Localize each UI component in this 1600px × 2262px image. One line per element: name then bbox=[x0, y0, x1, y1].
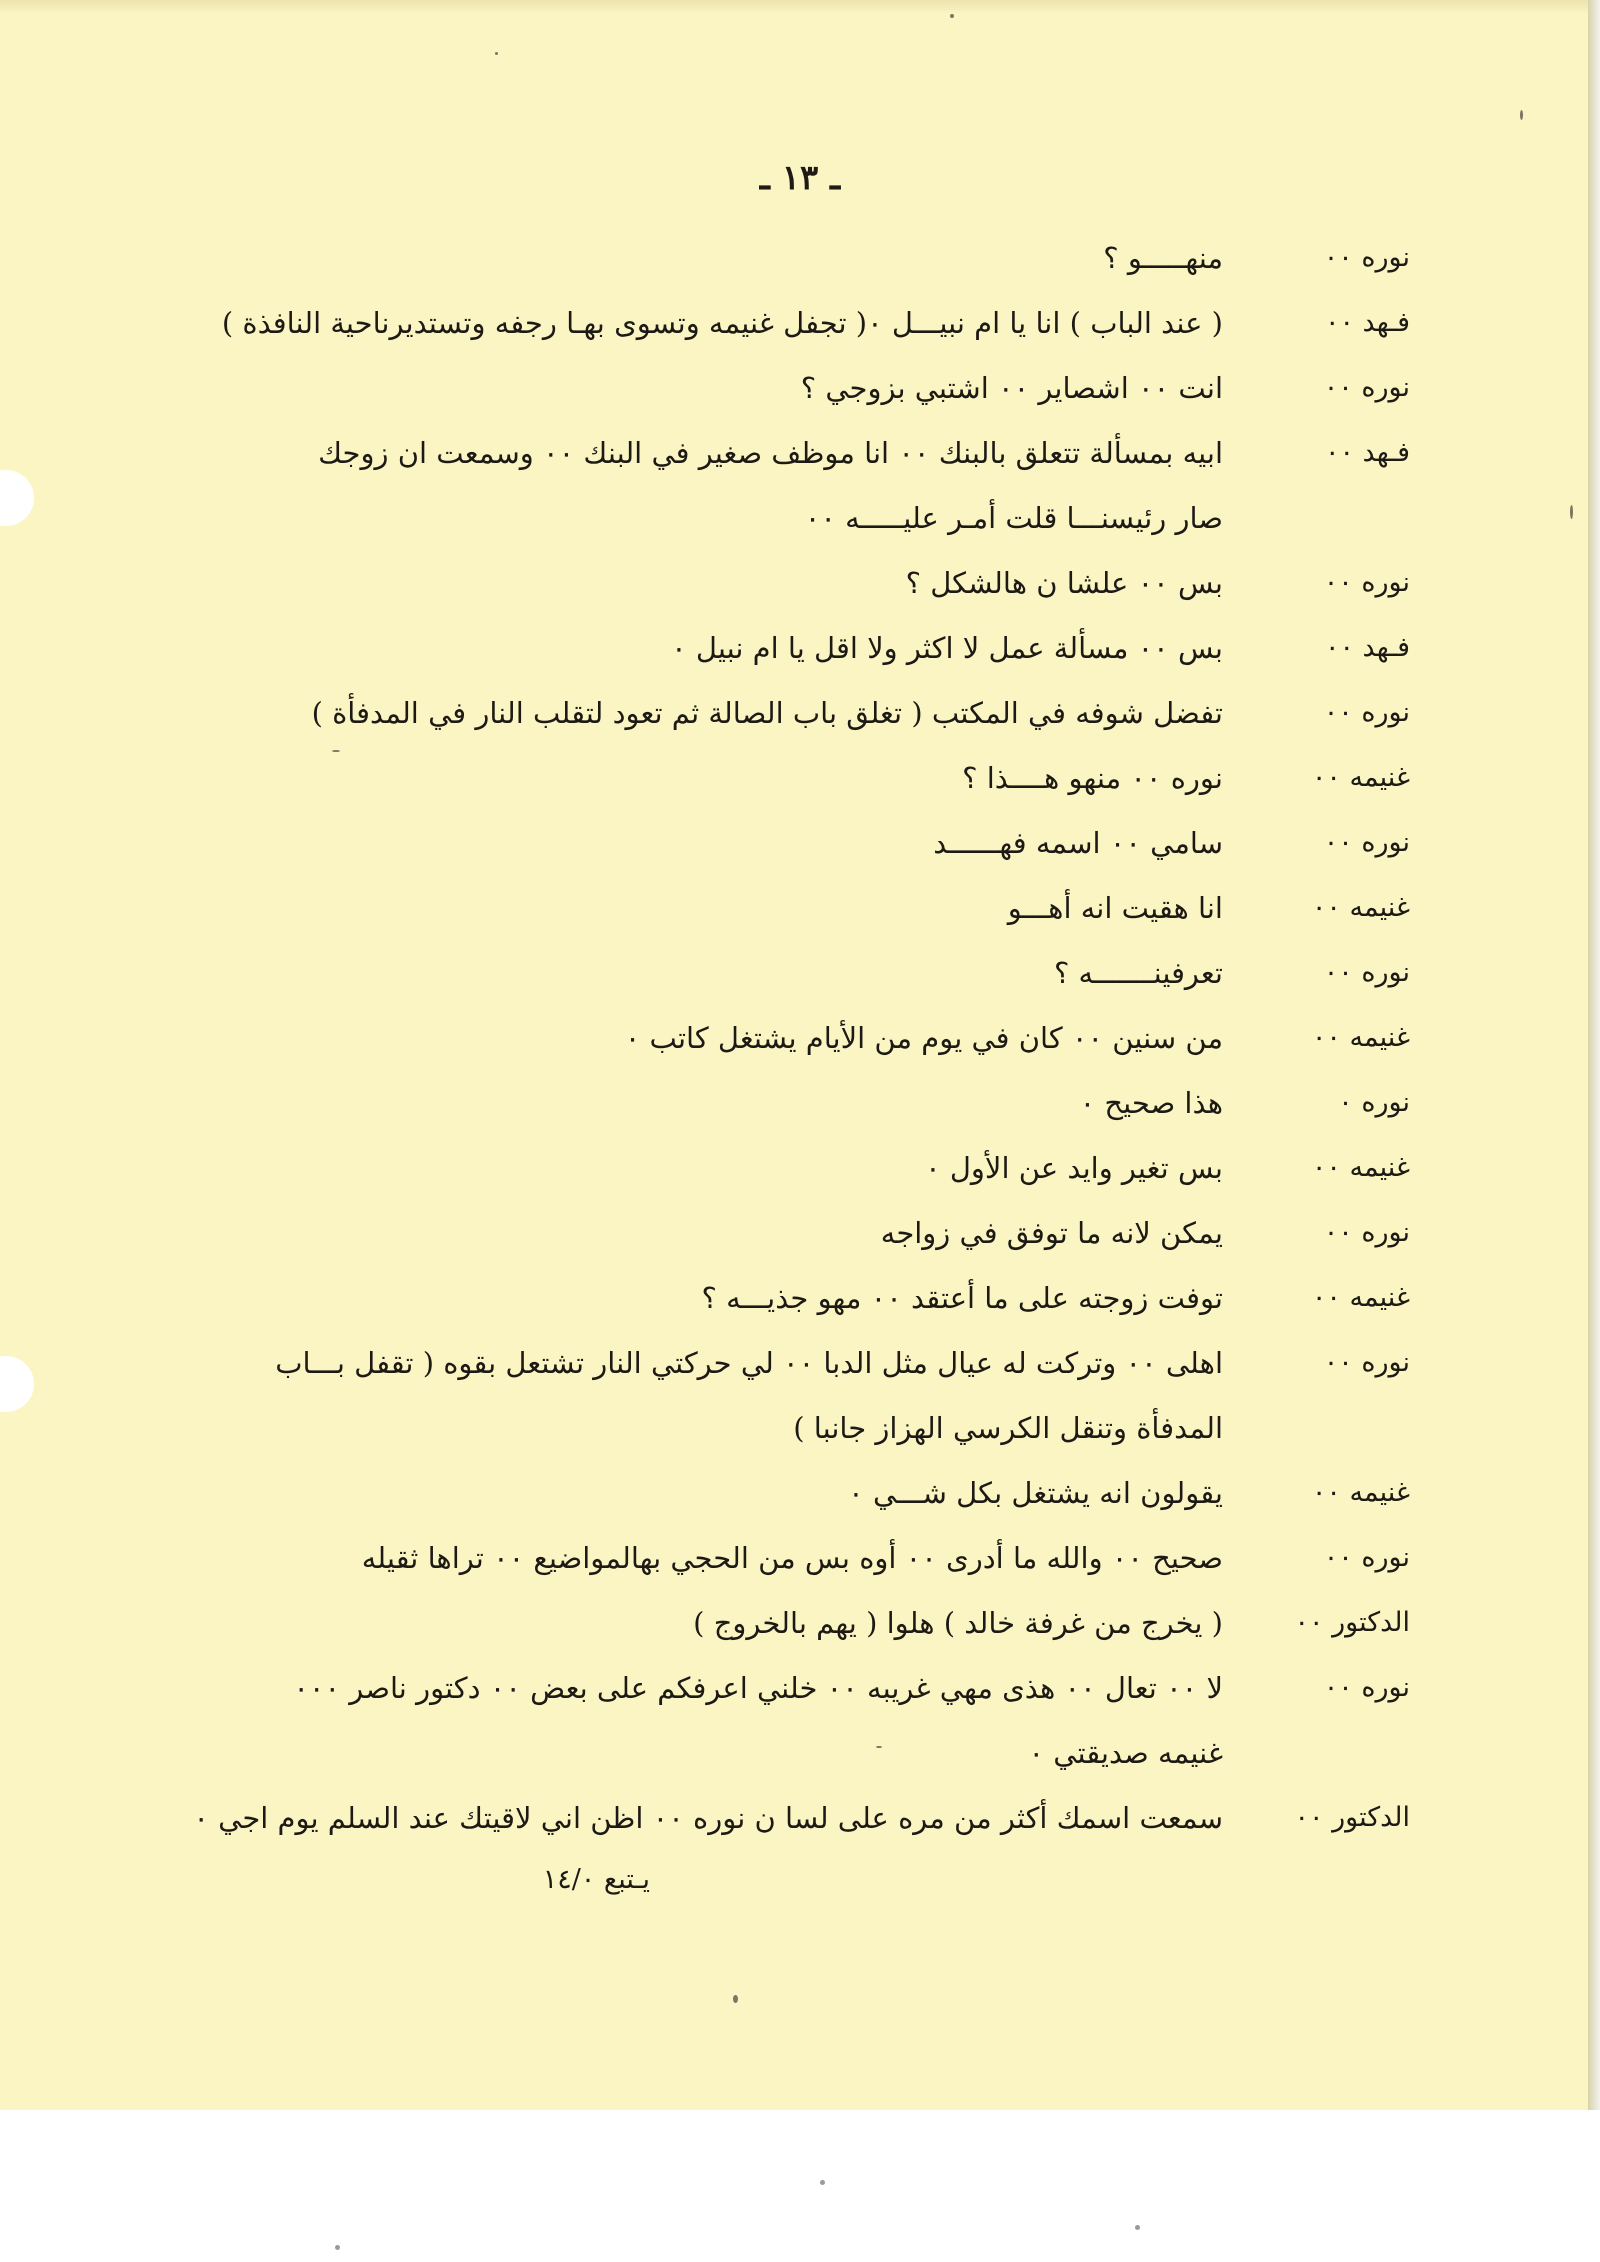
dialogue-continuation-row bbox=[90, 1723, 1410, 1788]
dialogue-text: نوره ٠٠ منهو هــــذا ؟ bbox=[962, 761, 1223, 795]
dialogue-continuation-row bbox=[90, 488, 1410, 553]
punch-hole bbox=[0, 470, 34, 526]
speaker-name: فـهد ٠٠ bbox=[1324, 632, 1410, 663]
dialogue-row bbox=[90, 1203, 1410, 1268]
page-number: ـ ١٣ ـ bbox=[759, 158, 841, 198]
dialogue-text: ( يخرج من غرفة خالد ) هلوا ( يهم بالخروج ) bbox=[693, 1606, 1223, 1640]
dialogue-row bbox=[90, 878, 1410, 943]
dialogue-text: تفضل شوفه في المكتب ( تغلق باب الصالة ثم تعود لتقلب النار في المدفأة ) bbox=[311, 696, 1223, 730]
paper-speck bbox=[733, 1995, 738, 2003]
dialogue-row bbox=[90, 1528, 1410, 1593]
dialogue-row bbox=[90, 553, 1410, 618]
dialogue-row bbox=[90, 1268, 1410, 1333]
speaker-name: نوره ٠٠ bbox=[1323, 697, 1410, 728]
dialogue-row bbox=[90, 1658, 1410, 1723]
dialogue-text: ( عند الباب ) انا يا ام نبيـــل ٠( تجفل غنيمه وتسوى بهـا رجفه وتستديرناحية النافذة ) bbox=[221, 306, 1223, 340]
speaker-name: نوره ٠٠ bbox=[1323, 242, 1410, 273]
speaker-name: نوره ٠٠ bbox=[1323, 827, 1410, 858]
speaker-name: الدكتور ٠٠ bbox=[1294, 1802, 1410, 1833]
dialogue-row bbox=[90, 1333, 1410, 1398]
dialogue-text: يمكن لانه ما توفق في زواجه bbox=[880, 1216, 1223, 1250]
dialogue-text: انت ٠٠ اشصاير ٠٠ اشتبي بزوجي ؟ bbox=[800, 371, 1223, 405]
dialogue-row bbox=[90, 358, 1410, 423]
dialogue-row bbox=[90, 423, 1410, 488]
dialogue-text: اهلى ٠٠ وتركت له عيال مثل الدبا ٠٠ لي حركتي النار تشتعل بقوه ( تقفل بـــاب bbox=[275, 1346, 1223, 1380]
page-edge-shadow bbox=[1588, 0, 1600, 2110]
dialogue-text: صار رئيسنـــا قلت أمـر عليـــــه ٠٠ bbox=[804, 501, 1223, 535]
paper-speck bbox=[495, 52, 498, 55]
paper-speck bbox=[950, 14, 954, 18]
dialogue-text: بس ٠٠ علشا ن هالشكل ؟ bbox=[905, 566, 1223, 600]
dialogue-row bbox=[90, 1008, 1410, 1073]
dialogue-row bbox=[90, 1788, 1410, 1853]
dialogue-row bbox=[90, 618, 1410, 683]
paper-speck bbox=[1570, 505, 1573, 519]
dialogue-text: بس ٠٠ مسألة عمل لا اكثر ولا اقل يا ام نبيل ٠ bbox=[671, 631, 1223, 665]
speaker-name: نوره ٠٠ bbox=[1323, 957, 1410, 988]
speaker-name: نوره ٠٠ bbox=[1323, 1217, 1410, 1248]
dialogue-continuation-row bbox=[90, 1398, 1410, 1463]
speaker-name: نوره ٠٠ bbox=[1323, 1347, 1410, 1378]
scan-dot bbox=[335, 2245, 340, 2250]
dialogue-text: سامي ٠٠ اسمه فهــــــد bbox=[933, 826, 1223, 860]
dialogue-text: انا هقيت انه أهـــو bbox=[1007, 891, 1223, 925]
dialogue-text: يقولون انه يشتغل بكل شـــي ٠ bbox=[848, 1476, 1223, 1510]
dialogue-text: المدفأة وتنقل الكرسي الهزاز جانبا ) bbox=[793, 1411, 1223, 1445]
speaker-name: فـهد ٠٠ bbox=[1324, 307, 1410, 338]
dialogue-text: من سنين ٠٠ كان في يوم من الأيام يشتغل كاتب ٠ bbox=[624, 1021, 1223, 1055]
dialogue-row bbox=[90, 813, 1410, 878]
dialogue-text: سمعت اسمك أكثر من مره على لسا ن نوره ٠٠ اظن اني لاقيتك عند السلم يوم اجي ٠ bbox=[193, 1801, 1223, 1835]
speaker-name: الدكتور ٠٠ bbox=[1294, 1607, 1410, 1638]
script-dialogue bbox=[90, 228, 1410, 1853]
speaker-name: غنيمه ٠٠ bbox=[1311, 1022, 1410, 1053]
speaker-name: فـهد ٠٠ bbox=[1324, 437, 1410, 468]
speaker-name: غنيمه ٠٠ bbox=[1311, 1477, 1410, 1508]
page-top-shadow bbox=[0, 0, 1588, 14]
dialogue-text: بس تغير وايد عن الأول ٠ bbox=[925, 1151, 1223, 1185]
speaker-name: غنيمه ٠٠ bbox=[1311, 1282, 1410, 1313]
dialogue-text: تعرفينـــــــه ؟ bbox=[1053, 956, 1223, 990]
dialogue-text: غنيمه صديقتي ٠ bbox=[1028, 1736, 1223, 1770]
speaker-name: نوره ٠ bbox=[1338, 1087, 1410, 1118]
dialogue-row bbox=[90, 293, 1410, 358]
speaker-name: نوره ٠٠ bbox=[1323, 372, 1410, 403]
speaker-name: غنيمه ٠٠ bbox=[1311, 1152, 1410, 1183]
paper-speck bbox=[1520, 110, 1523, 120]
dialogue-row bbox=[90, 228, 1410, 293]
dialogue-row bbox=[90, 1593, 1410, 1658]
dialogue-text: ابيه بمسألة تتعلق بالبنك ٠٠ انا موظف صغير في البنك ٠٠ وسمعت ان زوجك bbox=[318, 436, 1223, 470]
dialogue-row bbox=[90, 683, 1410, 748]
dialogue-row bbox=[90, 1463, 1410, 1528]
scan-dot bbox=[820, 2180, 825, 2185]
dialogue-text: لا ٠٠ تعال ٠٠ هذى مهي غريبه ٠٠ خلني اعرفكم على بعض ٠٠ دكتور ناصر ٠٠٠ bbox=[293, 1671, 1223, 1705]
scan-dot bbox=[1135, 2225, 1140, 2230]
speaker-name: نوره ٠٠ bbox=[1323, 1672, 1410, 1703]
dialogue-text: هذا صحيح ٠ bbox=[1079, 1086, 1223, 1120]
continued-note: يـتبع ١٤/٠ bbox=[542, 1864, 650, 1895]
dialogue-text: منهـــــو ؟ bbox=[1103, 241, 1223, 275]
speaker-name: نوره ٠٠ bbox=[1323, 1542, 1410, 1573]
dialogue-row bbox=[90, 748, 1410, 813]
dialogue-text: صحيح ٠٠ والله ما أدرى ٠٠ أوه بس من الحجي بهالمواضيع ٠٠ تراها ثقيله bbox=[361, 1541, 1223, 1575]
dialogue-row bbox=[90, 1138, 1410, 1203]
dialogue-row bbox=[90, 943, 1410, 1008]
dialogue-row bbox=[90, 1073, 1410, 1138]
speaker-name: نوره ٠٠ bbox=[1323, 567, 1410, 598]
speaker-name: غنيمه ٠٠ bbox=[1311, 762, 1410, 793]
dialogue-text: توفت زوجته على ما أعتقد ٠٠ مهو جذيـــه ؟ bbox=[701, 1281, 1223, 1315]
punch-hole bbox=[0, 1356, 34, 1412]
speaker-name: غنيمه ٠٠ bbox=[1311, 892, 1410, 923]
